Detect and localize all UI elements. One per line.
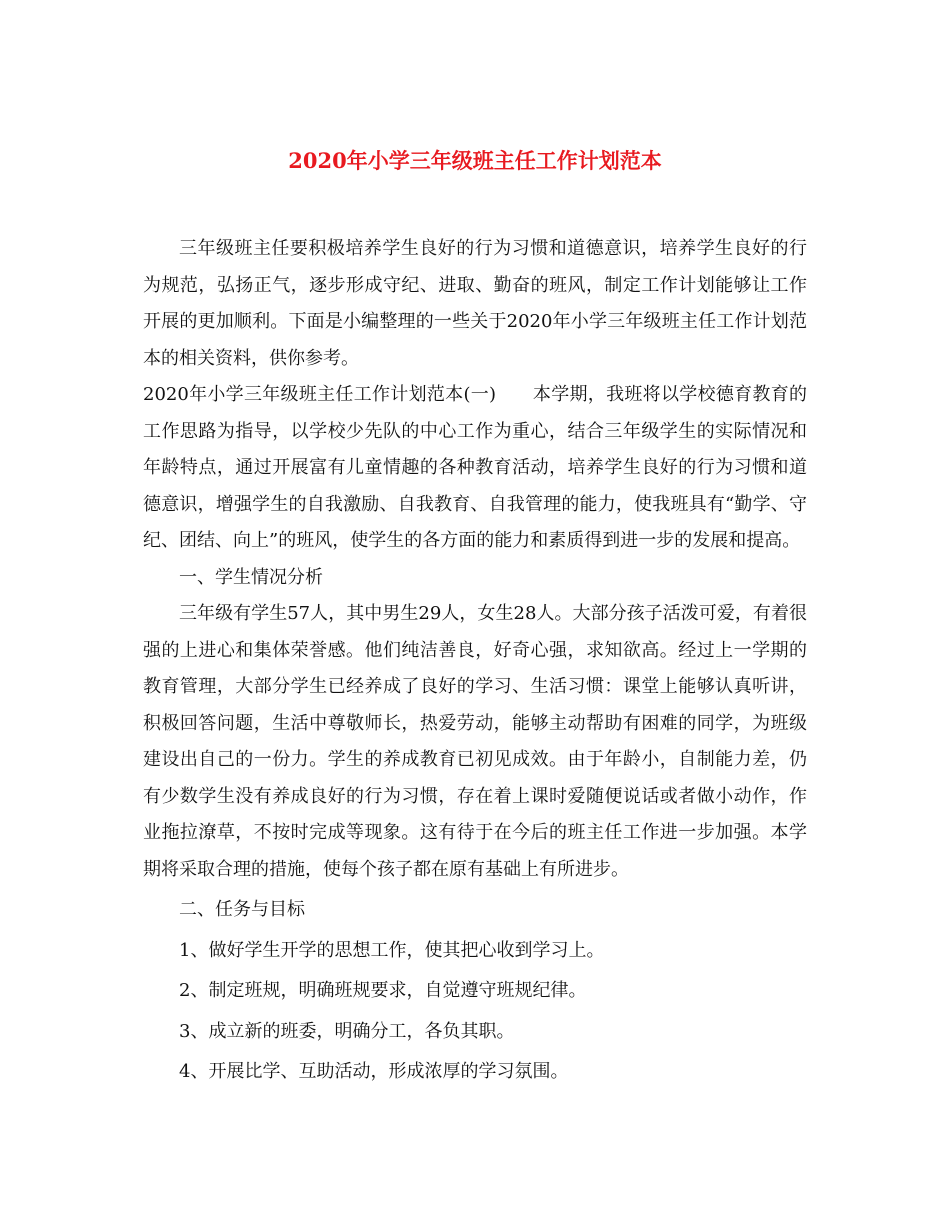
list-item: 2、制定班规，明确班规要求，自觉遵守班规纪律。 <box>179 980 587 1001</box>
section-heading-tasks-goals: 二、任务与目标 <box>179 899 305 920</box>
document-title: 2020年小学三年级班主任工作计划范本 <box>288 148 662 173</box>
list-item: 4、开展比学、互助活动，形成浓厚的学习氛围。 <box>179 1061 569 1082</box>
student-analysis-paragraph: 三年级有学生57人，其中男生29人，女生28人。大部分孩子活泼可爱，有着很强的上进心和集体荣誉感。他们纯洁善良，好奇心强，求知欲高。经过上一学期的教育管理，大部分学生已经养成了良好的学习、生活习惯：课堂上能够认真听讲，积极回答问题，生活中尊敬师长，热爱劳动，能够主动帮助有困难的同学，为班级建设出自己的一份力。学生的养成教育已初见成效。由于年龄小，自制能力差，仍有少数学生没有养成良好的行为习惯，存在着上课时爱随便说话或者做小动作，作业拖拉潦草，不按时完成等现象。这有待于在今后的班主任工作进一步加强。本学期将采取合理的措施，使每个孩子都在原有基础上有所进步。 <box>143 603 807 880</box>
document-body <box>143 231 807 1091</box>
list-item: 3、成立新的班委，明确分工，各负其职。 <box>179 1020 515 1042</box>
list-item: 1、做好学生开学的思想工作，使其把心收到学习上。 <box>179 939 605 961</box>
section-heading-student-analysis: 一、学生情况分析 <box>179 566 323 588</box>
intro-paragraph: 三年级班主任要积极培养学生良好的行为习惯和道德意识，培养学生良好的行为规范，弘扬正气，逐步形成守纪、进取、勤奋的班风，制定工作计划能够让工作开展的更加顺利。下面是小编整理的一些关于2020年小学三年级班主任工作计划范本的相关资料，供你参考。 <box>143 238 807 369</box>
plan-one-paragraph: 2020年小学三年级班主任工作计划范本(一) 本学期，我班将以学校德育教育的工作思路为指导，以学校少先队的中心工作为重心，结合三年级学生的实际情况和年龄特点，通过开展富有儿童情趣的各种教育活动，培养学生良好的行为习惯和道德意识，增强学生的自我激励、自我教育、自我管理的能力，使我班具有“勤学、守纪、团结、向上”的班风，使学生的各方面的能力和素质得到进一步的发展和提高。 <box>143 384 807 551</box>
